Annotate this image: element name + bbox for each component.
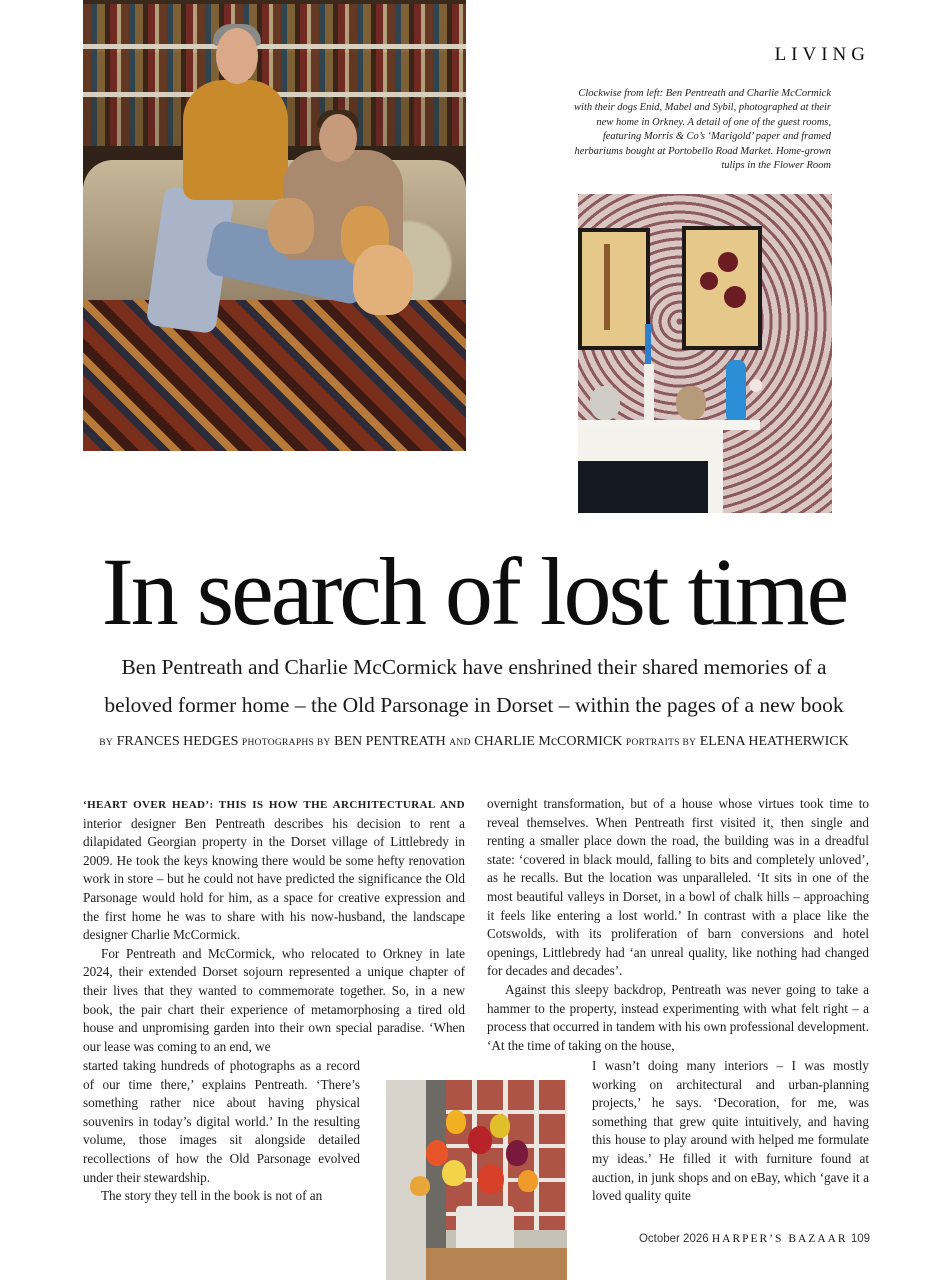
by-label: BY: [99, 738, 114, 748]
body-paragraph-continued: I wasn’t doing many interiors – I was mostly working on architectural and urban-planning projects,’ he says. ‘Decoration, for me, was something that grew quite intuitively, and having this house to play around with helped me formulate my ideas.’ He filled it with furniture found at auction, in junk shops and on eBay, which ‘gave it a loved quality quite: [592, 1058, 869, 1204]
and-label: AND: [449, 738, 471, 748]
page-number: 109: [850, 1233, 870, 1245]
body-column-left-bottom: [83, 1057, 360, 1206]
tulips-photo: [386, 1080, 567, 1280]
photographs-label: PHOTOGRAPHS BY: [241, 738, 331, 748]
article-title: In search of lost time: [101, 538, 847, 645]
section-label: LIVING: [774, 44, 870, 65]
mantel-photo: [578, 194, 832, 513]
standfirst: Ben Pentreath and Charlie McCormick have enshrined their shared memories of a beloved former home – the Old Parsonage in Dorset – within the pages of a new book: [104, 655, 844, 717]
body-paragraph: For Pentreath and McCormick, who relocated to Orkney in late 2024, their extended Dorset sojourn represented a unique chapter of their lives that they wanted to commemorate together. So, in a new book, the pair chart their experience of metamorphosing a tired old house and unpromising garden into their own special paradise. ‘When our lease was coming to an end, we: [83, 945, 465, 1054]
portraits-label: PORTRAITS BY: [625, 738, 697, 748]
byline-credits: [60, 734, 888, 750]
body-column-right-top: [487, 795, 869, 1055]
body-paragraph-continued: overnight transformation, but of a house whose virtues took time to reveal themselves. When Pentreath first visited it, then single and renting a smaller place down the road, the building was in a dreadful state: ‘covered in black mould, falling to bits and completely unloved’, as he recalls. But the location was unparalleled. ‘It sits in one of the most beautiful valleys in Dorset, in a bowl of chalk hills – approaching it feels like entering a lost world.’ In contrast with a place like the Cotswolds, with its proliferation of barn conversions and hotel openings, Littlebredy had ‘an unreal quality, like nothing had changed for decades and decades’.: [487, 796, 869, 979]
photo-caption: Clockwise from left: Ben Pentreath and Charlie McCormick with their dogs Enid, Mabel and Sybil, photographed at their new home in Orkney. A detail of one of the guest rooms, featuring Morris & Co’s ‘Marigold’ paper and framed herbariums bought at Portobello Road Market. Home-grown tulips in the Flower Room: [574, 88, 831, 172]
body-column-left-top: [83, 795, 465, 1056]
body-column-right-bottom: [592, 1057, 869, 1206]
author-name: FRANCES HEDGES: [116, 734, 239, 749]
photographer-1: BEN PENTREATH: [334, 734, 446, 749]
portrait-photo: [83, 0, 466, 451]
paragraph-text: interior designer Ben Pentreath describes his decision to rent a dilapidated Georgian property in the Dorset village of Littlebredy in 2009. He took the keys knowing there would be some hefty renovation work in store – but he could not have predicted the significance the Old Parsonage would hold for him, as a space for creative expression and the first home he was to share with his now-husband, the landscape designer Charlie McCormick.: [83, 815, 465, 943]
magazine-name: HARPER’S BAZAAR: [711, 1233, 848, 1245]
lead-in-caps: ‘HEART OVER HEAD’: THIS IS HOW THE ARCHITECTURAL AND: [83, 799, 465, 811]
portrait-photographer: ELENA HEATHERWICK: [699, 734, 849, 749]
issue-date: October 2026: [638, 1233, 709, 1245]
body-paragraph: Against this sleepy backdrop, Pentreath was never going to take a hammer to the property, instead experimenting with what felt right – a process that occurred in tandem with his own professional development. ‘At the time of taking on the house,: [487, 981, 869, 1053]
page-folio: [600, 1233, 870, 1245]
body-paragraph: The story they tell in the book is not of an: [101, 1188, 323, 1204]
body-paragraph-continued: started taking hundreds of photographs as a record of our time there,’ explains Pentreath. ‘There’s something rather nice about having physical souvenirs in today’s digital world.’ In the resulting volume, those images sit alongside detailed recollections of how the Old Parsonage evolved under their stewardship.: [83, 1058, 360, 1185]
body-paragraph: [83, 795, 465, 945]
photographer-2: CHARLIE McCORMICK: [474, 734, 623, 749]
